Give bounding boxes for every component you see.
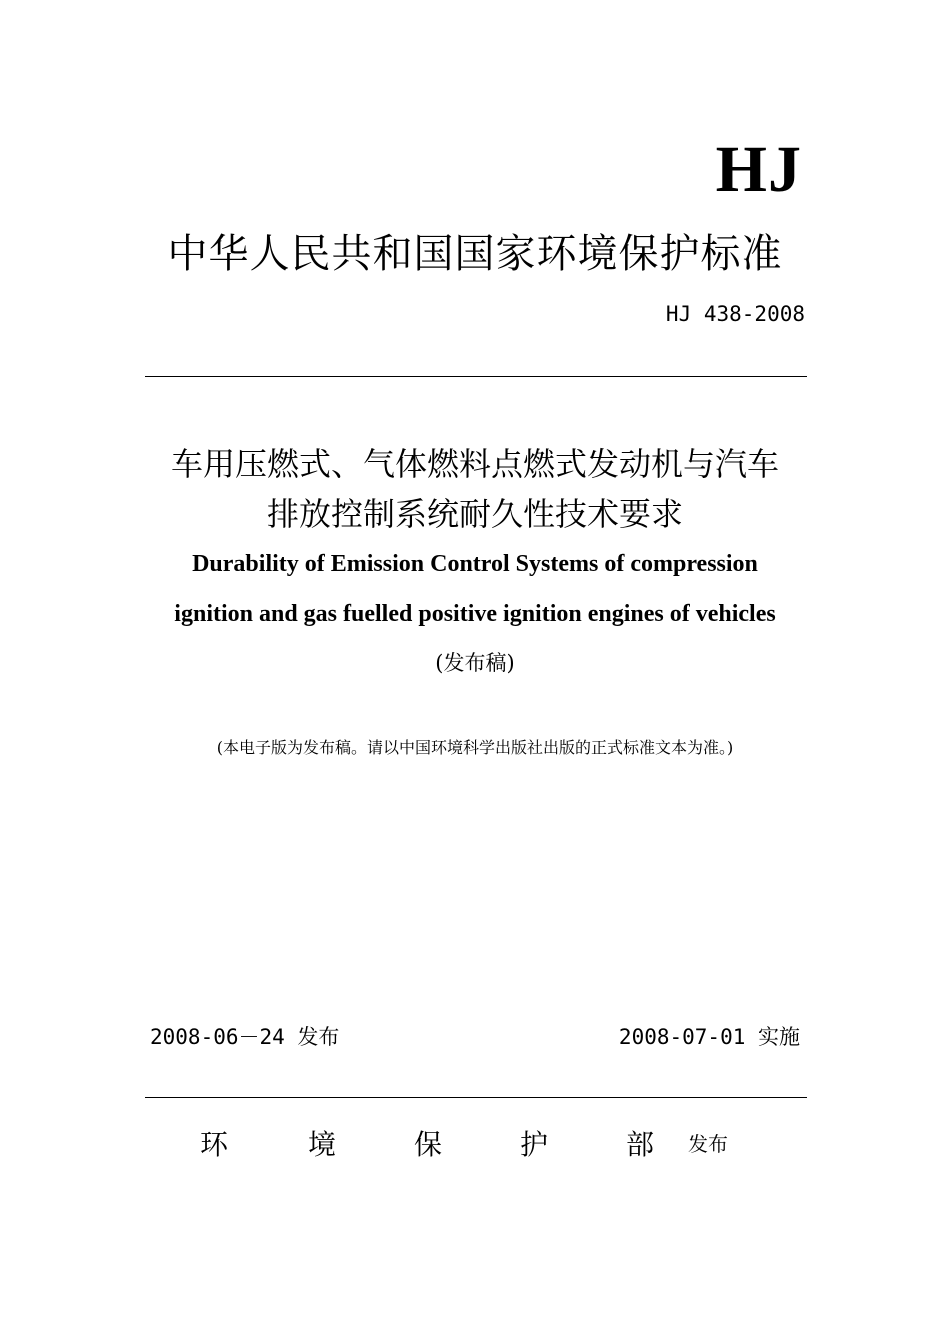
issuer-char: 护 [520,1128,549,1161]
hj-logo: HJ [715,133,802,206]
standard-number: HJ 438-2008 [665,302,805,326]
effective-date: 2008-07-01 实施 [618,1025,800,1049]
issuer-suffix: 发布 [688,1132,728,1156]
bottom-divider [145,1097,807,1098]
title-english-line-2: ignition and gas fuelled positive ignition engines of vehicles [174,601,776,627]
draft-label: (发布稿) [435,651,515,675]
release-date: 2008-06－24 发布 [150,1025,340,1049]
title-english-line-1: Durability of Emission Control Systems of compression [192,551,758,577]
standard-organization: 中华人民共和国国家环境保护标准 [167,231,783,277]
edition-notice: (本电子版为发布稿。请以中国环境科学出版社出版的正式标准文本为准。) [216,738,734,757]
issuer-char: 保 [414,1128,443,1161]
issuer-char: 部 [626,1128,655,1161]
issuer [200,1125,760,1165]
issuer-char: 环 [200,1128,229,1161]
title-chinese-line-2: 排放控制系统耐久性技术要求 [266,495,683,533]
title-chinese-line-1: 车用压燃式、气体燃料点燃式发动机与汽车 [170,445,779,483]
issuer-char: 境 [308,1128,337,1161]
top-divider [145,376,807,377]
